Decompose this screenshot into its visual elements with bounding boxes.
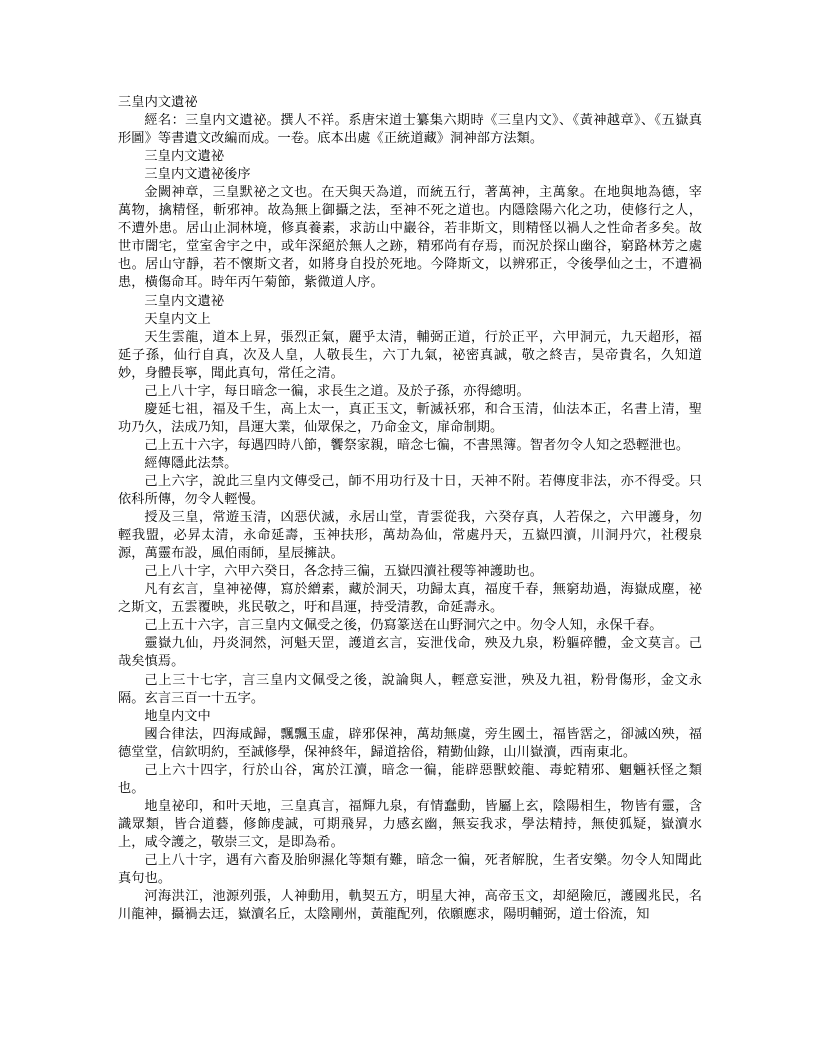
postface-body-paragraph: 金闕神章，三皇默祕之文也。在天與天為道，而統五行，著萬神，主萬象。在地與地為德，宰萬物，擒精怪，斬邪神。故為無上御攝之法，至神不死之道也。内隱陰陽六化之功，使修行之人，不遭外患。居山止洞林境，修真養素，求訪山中巖谷，若非斯文，則精怪以禍人之性命者多矣。故世市闇宅，堂室舍宇之中，或年深絕於無人之跡，精邪尚有存焉，而況於探山幽谷，窮路林芳之處也。居山守靜，若不懷斯文者，如將身自投於死地。今降斯文，以辨邪正，令後學仙之士，不遭禍患，橫傷命耳。時年丙午菊節，紫微道人序。	[118, 185, 702, 291]
note-eighty-characters-liujia: 己上八十字，六甲六癸日，各念持三徧，五嶽四瀆社稷等神護助也。	[144, 564, 544, 580]
note-eighty-characters-liuchu: 己上八十字，遇有六畜及胎卵濕化等類有難，暗念一徧，死者解脫，生者安樂。勿令人知聞此真句也。	[118, 852, 702, 887]
heading-dihuang-neiwen-zhong: 地皇内文中	[144, 708, 211, 724]
note-scripture-prohibition: 經傳隱此法禁。	[144, 455, 238, 471]
doc-title: 三皇内文遺祕	[118, 95, 198, 110]
heading-work-title: 三皇内文遺祕	[144, 149, 225, 165]
shouji-sanhuang-paragraph: 授及三皇，常遊玉清，凶惡伏滅，永居山堂，青雲從我，六癸存真，人若保之，六甲護身，勿輕我盟，必昇太清，永命延壽，玉神扶形，萬劫為仙，常處丹天，五嶽四瀆，川洞丹穴，社稷泉源，萬靈布設，風伯雨師，星辰擁訣。	[118, 510, 702, 562]
guohe-lvfa-paragraph: 國合律法，四海咸歸，飄飄玉虛，辟邪保神，萬劫無虞，旁生國土，福皆霑之，卻滅凶殃，福德堂堂，信欽明約，至誠修學，保神終年，歸道捨俗，精勤仙錄，山川嶽瀆，西南東北。	[118, 726, 702, 760]
tianhuang-incantation-paragraph: 天生雲龍，道本上昇，張烈正氣，麗乎太清，輔弼正道，行於正平，六甲洞元，九天超形，福延子孫，仙行自真，次及人皇，人敬長生，六丁九氣，祕密真誠，敬之終吉，昊帝貴名，久知道妙，身體長寧，聞此真句，常任之清。	[118, 329, 702, 381]
heading-tianhuang-neiwen-shang: 天皇内文上	[144, 311, 211, 327]
xuanyan-paragraph: 凡有玄言，皇神祕傳，寫於繒素，藏於洞天，功歸太真，福度千春，無窮劫過，海嶽成塵，祕之斯文，五雲覆映，兆民敬之，吁和昌運，持受清教，命延壽永。	[118, 582, 702, 616]
heading-postface: 三皇内文遺祕後序	[144, 167, 251, 183]
note-fiftysix-characters-peishou: 己上五十六字，言三皇内文佩受之後，仍寫篆送在山野洞穴之中。勿令人知，永保千春。	[144, 618, 663, 634]
note-six-characters: 己上六字，說此三皇内文傳受己，師不用功行及十日，天神不附。若傳度非法，亦不得受。只依科所傳，勿令人輕慢。	[118, 473, 702, 508]
dihuang-miyin-paragraph: 地皇祕印，和叶天地，三皇真言，福輝九泉，有情蠢動，皆屬上玄，陰陽相生，物皆有靈，含識眾類，皆合道藝，修飾虔誠，可期飛昇，力感玄幽，無妄我求，學法精持，無使狐疑，嶽瀆水上，咸令護之，敬崇三文，是即為希。	[118, 798, 702, 850]
hehai-hongjiang-paragraph: 河海洪江，池源列張，人神動用，軌契五方，明星大神，高帝玉文，却絕險厄，護國兆民，名川龍神，攝禍去迋，嶽瀆名丘，太陰剛州，黃龍配列，依願應求，陽明輔弼，道士俗流，知	[118, 889, 702, 923]
note-eighty-characters: 己上八十字，每日暗念一徧，求長生之道。及於子孫，亦得總明。	[144, 383, 530, 399]
lingyue-jiuxian-paragraph: 靈嶽九仙，丹炎洞然，河魁天罡，護道玄言，妄泄伐命，殃及九泉，粉軀碎體，金文莫言。己哉矣慎焉。	[118, 636, 702, 670]
document-text-column	[118, 94, 702, 924]
note-sixtyfour-characters: 己上六十四字，行於山谷，寓於江瀆，暗念一徧，能辟惡獸蛟龍、毒蛇精邪、魍魎袄怪之類也。	[118, 762, 702, 796]
colophon-paragraph: 經名：三皇内文遺祕。撰人不祥。系唐宋道士纂集六期時《三皇内文》、《黃神越章》、《五嶽真形圖》等書遺文改編而成。一卷。底本出處《正統道藏》洞神部方法類。	[118, 113, 702, 147]
heading-work-title-repeat: 三皇内文遺祕	[144, 293, 225, 309]
note-fiftysix-characters: 己上五十六字，每遇四時八節，饗祭家親，暗念七徧，不書黑簿。智者勿令人知之恐輕泄也。	[144, 437, 690, 453]
note-thirtyseven-characters: 己上三十七字，言三皇内文佩受之後，說論與人，輕意妄泄，殃及九祖，粉骨傷形，金文永隔。玄言三百一十五字。	[118, 672, 702, 706]
qingyan-incantation-paragraph: 慶延七祖，福及千生，高上太一，真正玉文，斬滅袄邪，和合玉清，仙法本正，名書上清，聖功乃久，法成乃知，昌運大業，仙眾保之，乃命金文，扉命制期。	[118, 401, 702, 435]
